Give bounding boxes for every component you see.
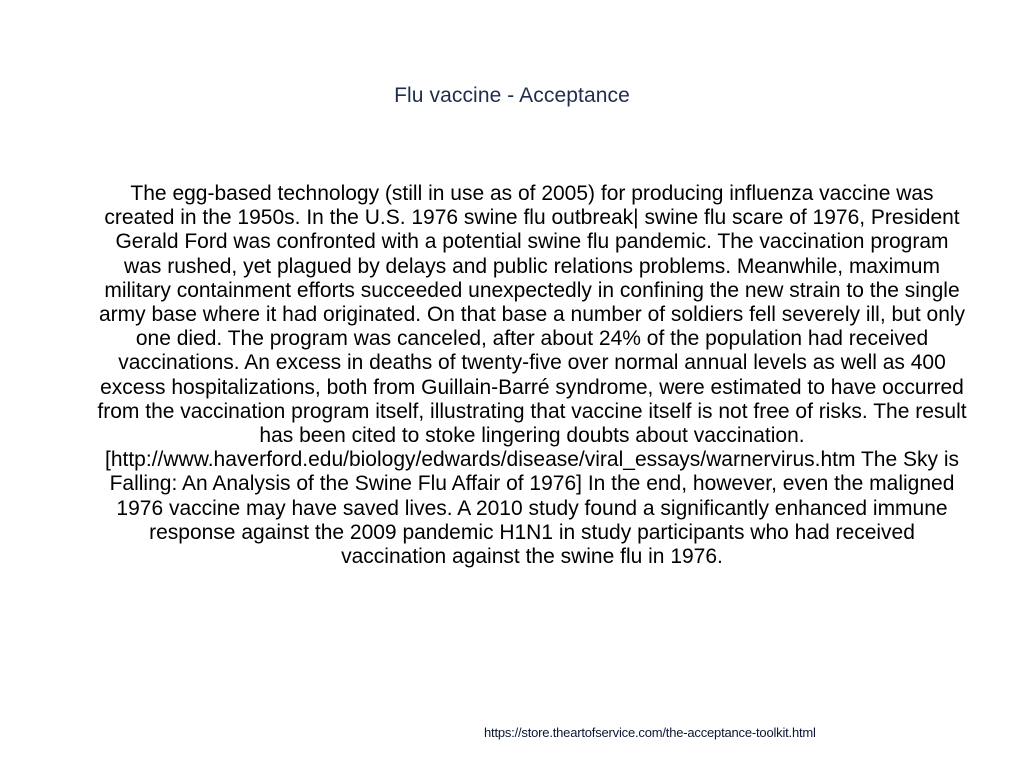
slide-body-text: The egg-based technology (still in use as of 2005) for producing influenza vaccine was created in the 1950s. In the U.S. 1976 swine flu outbreak| swine flu scare of 1976, President Gerald Ford was confronted with a potential swine flu pandemic. The vaccination program was rushed, yet plagued by delays and public relations problems. Meanwhile, maximum military containment efforts succeeded unexpectedly in confining the new strain to the single army base where it had originated. On that base a number of soldiers fell severely ill, but only one died. The program was canceled, after about 24% of the population had received vaccinations. An excess in deaths of twenty-five over normal annual levels as well as 400 excess hospitalizations, both from Guillain-Barré syndrome, were estimated to have occurred from the vaccination program itself, illustrating that vaccine itself is not free of risks. The result has been cited to stoke lingering doubts about vaccination.[http://www.haverford.edu/biology/edwards/disease/viral_essays/warnervirus.htm The Sky is Falling: An Analysis of the Swine Flu Affair of 1976] In the end, however, even the maligned 1976 vaccine may have saved lives. A 2010 study found a significantly enhanced immune response against the 2009 pandemic H1N1 in study participants who had received vaccination against the swine flu in 1976. <box>97 182 967 569</box>
slide-title: Flu vaccine - Acceptance <box>394 84 630 107</box>
source-link[interactable]: https://store.theartofservice.com/the-acceptance-toolkit.html <box>484 725 816 740</box>
